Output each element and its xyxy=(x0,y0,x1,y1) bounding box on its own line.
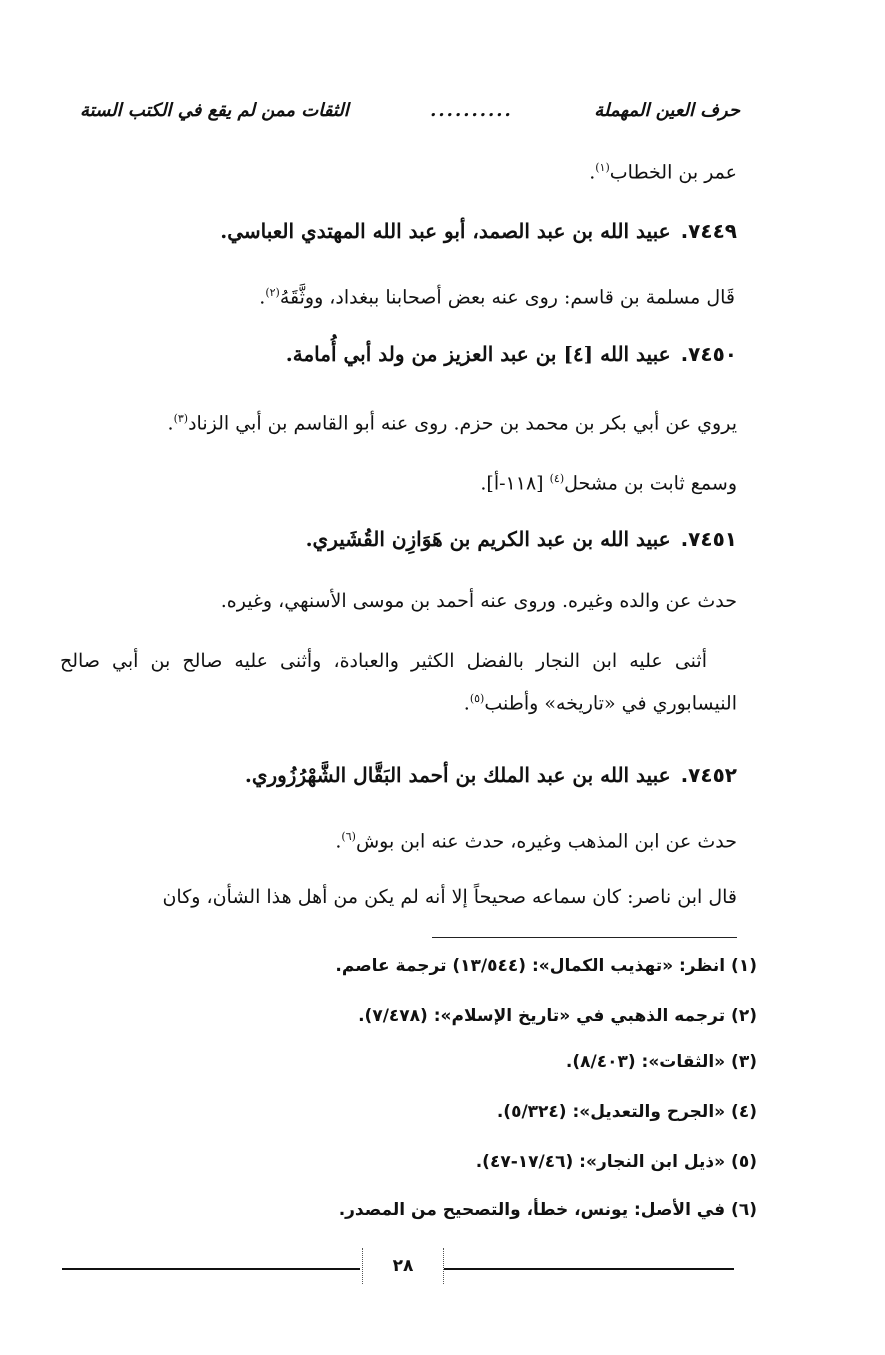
entry-7451-text-2: أثنى عليه ابن النجار بالفضل الكثير والعبادة، وأثنى عليه صالح بن أبي صالح النيسابوري في «تاريخه» وأطنب$^{(٥)}$. xyxy=(60,650,737,715)
entry-7449-text: قَال مسلمة بن قاسم: روى عنه بعض أصحابنا ببغداد، ووثَّقَهُ$^{(٢)}$. xyxy=(259,286,735,309)
header-dots: .......... xyxy=(430,100,513,121)
manuscript-folio: [١١٨-أ]. xyxy=(480,472,550,495)
entry-text: قال ابن ناصر: كان سماعه صحيحاً إلا أنه لم يكن من أهل هذا الشأن، وكان xyxy=(162,886,737,908)
footnote-1: (١) انظر: «تهذيب الكمال»: (١٣/٥٤٤) ترجمة عاصم. xyxy=(335,956,757,976)
footnote-ref: (٥) xyxy=(469,692,485,705)
entry-text: حدث عن ابن المذهب وغيره، حدث عنه ابن بوش xyxy=(355,830,737,853)
footnote-ref: (٦) xyxy=(341,830,356,843)
footnote-2: (٢) ترجمه الذهبي في «تاريخ الإسلام»: (٧/٤٧٨). xyxy=(358,1006,757,1026)
header-book-title: الثقات ممن لم يقع في الكتب الستة xyxy=(80,100,349,121)
entry-title: عبيد الله بن عبد الملك بن أحمد البَقَّال الشَّهْرُزُوري. xyxy=(244,763,671,787)
entry-text: حدث عن والده وغيره. وروى عنه أحمد بن موسى الأسنهي، وغيره. xyxy=(220,590,737,612)
footer-rule-left xyxy=(62,1268,360,1270)
entry-7451-heading xyxy=(306,522,737,556)
entry-text: قَال مسلمة بن قاسم: روى عنه بعض أصحابنا ببغداد، ووثَّقَهُ xyxy=(279,286,735,309)
entry-number: ٧٤٥١. xyxy=(680,527,737,551)
footnote-6: (٦) في الأصل: يونس، خطأ، والتصحيح من المصدر. xyxy=(338,1200,757,1220)
footnote-ref: (٢) xyxy=(265,286,280,299)
entry-7452-text-2 xyxy=(162,882,737,912)
entry-title: عبيد الله [٤] بن عبد العزيز من ولد أبي أُمامة. xyxy=(285,342,671,366)
entry-title: عبيد الله بن عبد الصمد، أبو عبد الله المهتدي العباسي. xyxy=(220,219,671,243)
footnote-ref: (١) xyxy=(595,161,610,174)
entry-7450-heading xyxy=(286,337,737,371)
continued-text: عمر بن الخطاب xyxy=(609,161,737,184)
entry-7452-heading xyxy=(245,758,737,792)
entry-text: وسمع ثابت بن مشحل xyxy=(564,472,737,495)
entry-7450-text-2 xyxy=(480,464,737,498)
footnote-3: (٣) «الثقات»: (٨/٤٠٣). xyxy=(565,1052,757,1072)
entry-number: ٧٤٤٩. xyxy=(680,219,737,243)
entry-7452-text-1: حدث عن ابن المذهب وغيره، حدث عنه ابن بوش$^{(٦)}$. xyxy=(335,830,737,853)
footnote-ref: (٣) xyxy=(173,412,189,425)
entry-text: أثنى عليه ابن النجار بالفضل الكثير والعبادة، وأثنى عليه صالح بن أبي صالح النيسابوري في «تاريخه» وأطنب xyxy=(60,650,737,715)
footnote-ref: (٤) xyxy=(549,472,565,485)
footnote-separator xyxy=(432,937,737,938)
footnote-4: (٤) «الجرح والتعديل»: (٥/٣٢٤). xyxy=(496,1102,757,1122)
header-chapter: حرف العين المهملة xyxy=(594,100,740,121)
entry-text: يروي عن أبي بكر بن محمد بن حزم. روى عنه أبو القاسم بن أبي الزناد xyxy=(188,412,737,435)
footnote-5: (٥) «ذيل ابن النجار»: (١٧/٤٦-٤٧). xyxy=(475,1152,757,1172)
footer-rule-right xyxy=(444,1268,734,1270)
continued-line xyxy=(589,153,737,187)
page-number: ٢٨ xyxy=(362,1248,444,1284)
entry-7451-text-1 xyxy=(221,586,737,616)
entry-7449-heading xyxy=(220,214,737,248)
running-header xyxy=(80,96,740,126)
entry-number: ٧٤٥٢. xyxy=(680,763,737,787)
entry-title: عبيد الله بن عبد الكريم بن هَوَازِن القُشَيري. xyxy=(305,527,671,551)
entry-7450-text-1: يروي عن أبي بكر بن محمد بن حزم. روى عنه أبو القاسم بن أبي الزناد$^{(٣)}$. xyxy=(167,412,737,435)
continued-end: . xyxy=(589,161,596,184)
entry-number: ٧٤٥٠. xyxy=(680,342,737,366)
